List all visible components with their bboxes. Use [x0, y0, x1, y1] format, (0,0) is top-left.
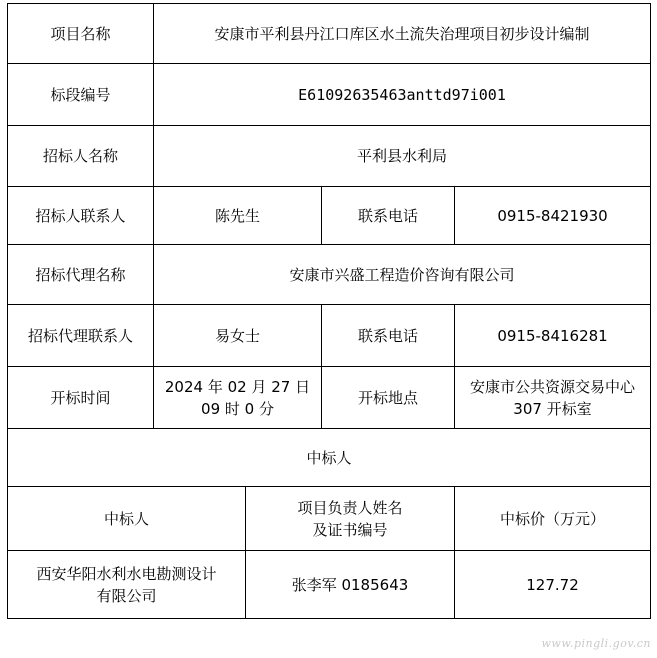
- open-place-line2: 307 开标室: [513, 399, 592, 418]
- winner-name-line1: 西安华阳水利水电勘测设计: [36, 564, 217, 583]
- row-tenderer: [8, 126, 651, 187]
- open-place-label: 开标地点: [322, 367, 455, 429]
- section-code-label: 标段编号: [8, 64, 154, 126]
- row-tenderer-contact: [8, 187, 651, 245]
- open-place-line1: 安康市公共资源交易中心: [470, 377, 636, 396]
- agency-label: 招标代理名称: [8, 245, 154, 305]
- open-time-date: 2024 年 02 月 27 日: [164, 377, 311, 396]
- tenderer-phone-label: 联系电话: [322, 187, 455, 245]
- winner-name: [8, 551, 246, 619]
- row-winner-heading: [8, 429, 651, 487]
- row-project-name: [8, 4, 651, 64]
- tenderer-label: 招标人名称: [8, 126, 154, 187]
- open-time-label: 开标时间: [8, 367, 154, 429]
- section-code-value: E61092635463anttd97i001: [154, 64, 651, 126]
- row-opening: [8, 367, 651, 429]
- row-winner-data: [8, 551, 651, 619]
- open-place-value: [455, 367, 651, 429]
- col-header-manager: [246, 487, 455, 551]
- open-time-value: [154, 367, 322, 429]
- agency-contact-label: 招标代理联系人: [8, 305, 154, 367]
- winner-name-line2: 有限公司: [96, 586, 157, 605]
- col-header-winner: 中标人: [8, 487, 246, 551]
- col-header-manager-line2: 及证书编号: [312, 520, 388, 539]
- project-name-value: 安康市平利县丹江口库区水土流失治理项目初步设计编制: [154, 4, 651, 64]
- bid-result-table: [7, 3, 651, 619]
- agency-contact-value: 易女士: [154, 305, 322, 367]
- open-time-hour: 09 时 0 分: [201, 399, 274, 418]
- project-name-label: 项目名称: [8, 4, 154, 64]
- tenderer-contact-label: 招标人联系人: [8, 187, 154, 245]
- row-agency: [8, 245, 651, 305]
- row-winner-headers: [8, 487, 651, 551]
- manager-value: 张李军 0185643: [246, 551, 455, 619]
- agency-phone-value: 0915-8416281: [455, 305, 651, 367]
- tenderer-value: 平利县水利局: [154, 126, 651, 187]
- tenderer-contact-value: 陈先生: [154, 187, 322, 245]
- tenderer-phone-value: 0915-8421930: [455, 187, 651, 245]
- row-agency-contact: [8, 305, 651, 367]
- price-value: 127.72: [455, 551, 651, 619]
- col-header-price: 中标价（万元）: [455, 487, 651, 551]
- agency-value: 安康市兴盛工程造价咨询有限公司: [154, 245, 651, 305]
- agency-phone-label: 联系电话: [322, 305, 455, 367]
- col-header-manager-line1: 项目负责人姓名: [297, 498, 403, 517]
- winner-section-heading: 中标人: [8, 429, 651, 487]
- site-watermark: www.pingli.gov.cn: [541, 637, 651, 650]
- row-section-code: [8, 64, 651, 126]
